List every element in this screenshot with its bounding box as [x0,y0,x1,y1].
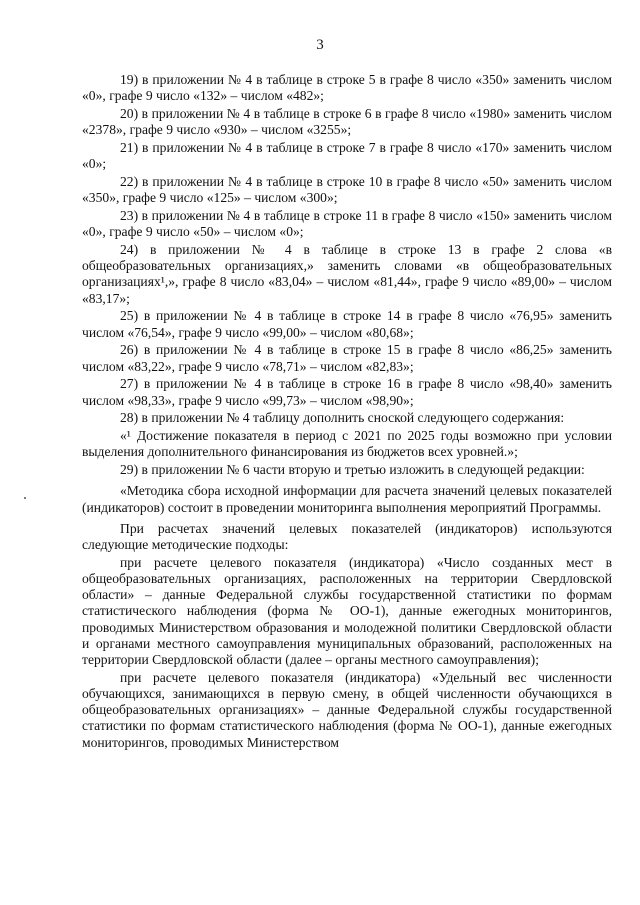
paragraph-item-28: 28) в приложении № 4 таблицу дополнить сноской следующего содержания: [120,410,565,426]
paragraph-item-19: 19) в приложении № 4 в таблице в строке 5 в графе 8 число «350» заменить числом «0», графе 9 число «132» – числом «482»; [82,72,612,104]
paragraph-item-20: 20) в приложении № 4 в таблице в строке 6 в графе 8 число «1980» заменить числом «2378», графе 9 число «930» – числом «3255»; [82,106,612,138]
document-body [82,72,612,751]
scan-mark [24,497,26,499]
footnote-text: «¹ Достижение показателя в период с 2021 по 2025 годы возможно при условии выделения дополнительного финансирования из бюджетов всех уровней.»; [82,428,612,460]
page-number: 3 [316,37,324,53]
paragraph-item-21: 21) в приложении № 4 в таблице в строке 7 в графе 8 число «170» заменить числом «0»; [82,140,612,172]
paragraph-item-23: 23) в приложении № 4 в таблице в строке 11 в графе 8 число «150» заменить числом «0», графе 9 число «50» – числом «0»; [82,208,612,240]
paragraph-item-29: 29) в приложении № 6 части вторую и третью изложить в следующей редакции: [120,462,585,478]
paragraph-item-22: 22) в приложении № 4 в таблице в строке 10 в графе 8 число «50» заменить числом «350», графе 9 число «125» – числом «300»; [82,174,612,206]
paragraph-item-25: 25) в приложении № 4 в таблице в строке 14 в графе 8 число «76,95» заменить числом «76,54», графе 9 число «99,00» – числом «80,68»; [82,308,612,340]
paragraph-item-27: 27) в приложении № 4 в таблице в строке 16 в графе 8 число «98,40» заменить числом «98,33», графе 9 число «99,73» – числом «98,90»; [82,376,612,408]
methodology-paragraph: «Методика сбора исходной информации для расчета значений целевых показателей (индикаторов) состоит в проведении мониторинга выполнения мероприятий Программы. [82,483,612,515]
approach-places-created: при расчете целевого показателя (индикатора) «Число созданных мест в общеобразовательных организациях, расположенных на территории Свердловской области» – данные Федеральной службы государственной статистики по формам статистического наблюдения (форма № ОО-1), данные ежегодных мониторингов, проводимых Министерством образования и молодежной политики Свердловской области и органами местного самоуправления муниципальных образований, расположенных на территории Свердловской области (далее – органы местного самоуправления); [82,554,612,668]
approach-first-shift-share: при расчете целевого показателя (индикатора) «Удельный вес численности обучающихся, занимающихся в первую смену, в общей численности обучающихся в общеобразовательных организациях» – данные Федеральной службы государственной статистики по формам статистического наблюдения (форма № ОО-1), данные ежегодных мониторингов, проводимых Министерством [82,669,612,750]
paragraph-item-24: 24) в приложении № 4 в таблице в строке 13 в графе 2 слова «в общеобразовательных организациях,» заменить словами «в общеобразовательных организациях¹,», графе 8 число «83,04» – числом «81,44», графе 9 число «89,00» – числом «83,17»; [82,242,612,306]
paragraph-item-26: 26) в приложении № 4 в таблице в строке 15 в графе 8 число «86,25» заменить числом «83,22», графе 9 число «78,71» – числом «82,83»; [82,342,612,374]
approaches-intro: При расчетах значений целевых показателей (индикаторов) используются следующие методические подходы: [82,520,612,553]
